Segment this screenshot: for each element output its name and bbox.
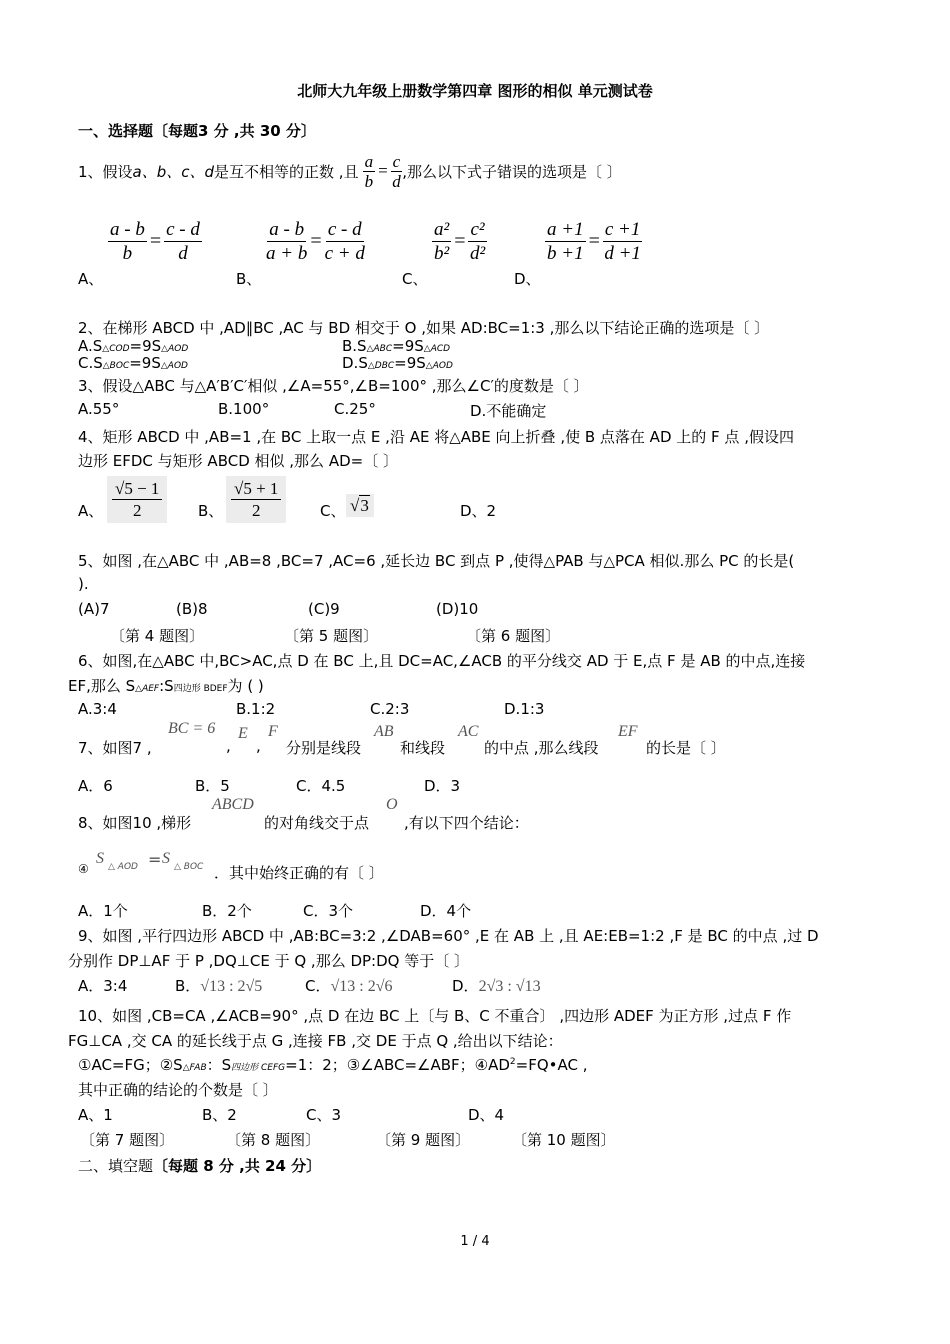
q9-option-b: B．√13 : 2√5 [175, 977, 263, 995]
ratio-c-d: $\frac{c}{d}$ [392, 151, 401, 191]
question-3: 3、假设△ABC 与△A′B′C′相似 ,∠A=55°,∠B=100° ,那么∠C′的度数是〔 〕 [78, 377, 589, 395]
question-9-line1: 9、如图 ,平行四边形 ABCD 中 ,AB:BC=3:2 ,∠DAB=60° ,E 在 AB 上 ,且 AE:EB=1:2 ,F 是 BC 的中点 ,过 D [78, 927, 819, 945]
question-4-line1: 4、矩形 ABCD 中 ,AB=1 ,在 BC 上取一点 E ,沿 AE 将△ABE 向上折叠 ,使 B 点落在 AD 上的 F 点 ,假设四 [78, 428, 794, 446]
q6-option-b: B.1:2 [236, 700, 276, 718]
question-9-line2: 分别作 DP⊥AF 于 P ,DQ⊥CE 于 Q ,那么 DP:DQ 等于〔 〕 [68, 952, 470, 970]
q6-option-a: A.3:4 [78, 700, 117, 718]
q4-option-d: D、2 [460, 502, 497, 520]
q5-option-c: (C)9 [308, 600, 340, 618]
question-4-line2: 边形 EFDC 与矩形 ABCD 相似 ,那么 AD=〔 〕 [78, 452, 398, 470]
q10-option-a: A、1 [78, 1106, 113, 1124]
q1-option-c-formula: $\frac{\text{a²}}{\text{b²}}$ = $\frac{\text{c²}}{\text{d²}}$ [434, 219, 486, 264]
q7-option-b: B．5 [195, 777, 230, 795]
question-1: 1、假设 a、b、c、d 是互不相等的正数 ,且 $\frac{a}{b}$ = $\frac{c}{d}$ ,那么以下式子错误的选项是〔 〕 [78, 151, 622, 191]
q3-option-b: B.100° [218, 400, 270, 418]
q6-option-d: D.1:3 [504, 700, 545, 718]
q10-option-d: D、4 [468, 1106, 505, 1124]
q10-option-b: B、2 [202, 1106, 237, 1124]
question-10-line1: 10、如图 ,CB=CA ,∠ACB=90° ,点 D 在边 BC 上〔与 B、C 不重合〕 ,四边形 ADEF 为正方形 ,过点 F 作 [78, 1007, 792, 1025]
section1-heading: 一、选择题〔每题3 分 ,共 30 分〕 [78, 122, 316, 140]
q6-option-c: C.2:3 [370, 700, 410, 718]
q5-option-a: (A)7 [78, 600, 110, 618]
q5-option-d: (D)10 [436, 600, 479, 618]
q7-option-c: C．4.5 [296, 777, 346, 795]
ratio-a-b: $\frac{a}{b}$ [364, 151, 374, 191]
caption-fig8: 〔第 8 题图〕 [226, 1131, 321, 1149]
q1-option-d: D、 [514, 270, 541, 288]
caption-fig5: 〔第 5 题图〕 [284, 627, 379, 645]
caption-fig9: 〔第 9 题图〕 [376, 1131, 471, 1149]
question-10-line2: FG⊥CA ,交 CA 的延长线于点 G ,连接 FB ,交 DE 于点 Q ,给出以下结论： [68, 1032, 563, 1050]
section2-heading: 二、填空题〔每题 8 分 ,共 24 分〕 [78, 1157, 322, 1175]
q4-option-b-value: $\frac{√5 + 1}{2}$ [226, 476, 286, 523]
q1-option-a-formula: $\frac{a - b}{b}$ = $\frac{c - d}{d}$ [110, 219, 200, 264]
q3-option-c: C.25° [334, 400, 376, 418]
q4-option-a-value: $\frac{√5 - 1}{2}$ [107, 476, 167, 523]
question-10-line4: 其中正确的结论的个数是〔 〕 [78, 1081, 278, 1099]
q4-option-b: B、 [198, 502, 224, 520]
question-2: 2、在梯形 ABCD 中 ,AD∥BC ,AC 与 BD 相交于 O ,如果 AD:BC=1:3 ,那么以下结论正确的选项是〔 〕 [78, 319, 770, 337]
q2-option-b: B.S△ABC=9S△ACD [342, 337, 451, 355]
caption-fig10: 〔第 10 题图〕 [512, 1131, 616, 1149]
q10-option-c: C、3 [306, 1106, 342, 1124]
question-5-line2: ). [78, 575, 89, 593]
q4-option-c: C、 [320, 502, 346, 520]
caption-fig6: 〔第 6 题图〕 [466, 627, 561, 645]
q4-option-a: A、 [78, 502, 104, 520]
q8-option-d: D．4个 [420, 902, 472, 920]
q3-option-d: D.不能确定 [470, 402, 547, 420]
q7-option-a: A．6 [78, 777, 113, 795]
q1-option-b-formula: $\frac{a - b}{a + b}$ = $\frac{c - d}{c + d}$ [266, 219, 365, 264]
q9-option-c: C．√13 : 2√6 [305, 977, 393, 995]
question-5-line1: 5、如图 ,在△ABC 中 ,AB=8 ,BC=7 ,AC=6 ,延长边 BC 到点 P ,使得△PAB 与△PCA 相似.那么 PC 的长是( [78, 552, 795, 570]
q9-option-d: D．2√3 : √13 [452, 977, 541, 995]
q1-option-d-formula: $\frac{a +1}{b +1}$ = $\frac{c +1}{d +1}$ [547, 219, 641, 264]
caption-fig4: 〔第 4 题图〕 [110, 627, 205, 645]
page-number: 1 / 4 [460, 1234, 490, 1249]
q3-option-a: A.55° [78, 400, 120, 418]
q1-option-a: A、 [78, 270, 104, 288]
q5-option-b: (B)8 [176, 600, 208, 618]
q8-option-a: A．1个 [78, 902, 128, 920]
question-6-line1: 6、如图,在△ABC 中,BC>AC,点 D 在 BC 上,且 DC=AC,∠ACB 的平分线交 AD 于 E,点 F 是 AB 的中点,连接 [78, 652, 806, 670]
q2-option-c: C.S△BOC=9S△AOD [78, 354, 188, 372]
q2-option-d: D.S△DBC=9S△AOD [342, 354, 453, 372]
caption-fig7: 〔第 7 题图〕 [80, 1131, 175, 1149]
question-10-line3: ①AC=FG；②S△FAB：S四边形 CEFG=1：2；③∠ABC=∠ABF；$④AD^2=FQ•AC$ , [78, 1056, 588, 1074]
q7-option-d: D．3 [424, 777, 461, 795]
q8-option-c: C．3个 [303, 902, 354, 920]
q9-option-a: A．3:4 [78, 977, 128, 995]
q2-option-a: A.S△COD=9S△AOD [78, 337, 189, 355]
page-title: 北师大九年级上册数学第四章 图形的相似 单元测试卷 [297, 82, 653, 100]
q1-option-c: C、 [402, 270, 428, 288]
q8-option-b: B．2个 [202, 902, 252, 920]
q1-option-b: B、 [236, 270, 262, 288]
q4-option-c-value: √3 [346, 494, 374, 517]
question-6-line2: EF,那么 S△AEF:S四边形 BDEF为 ( ) [68, 677, 264, 695]
